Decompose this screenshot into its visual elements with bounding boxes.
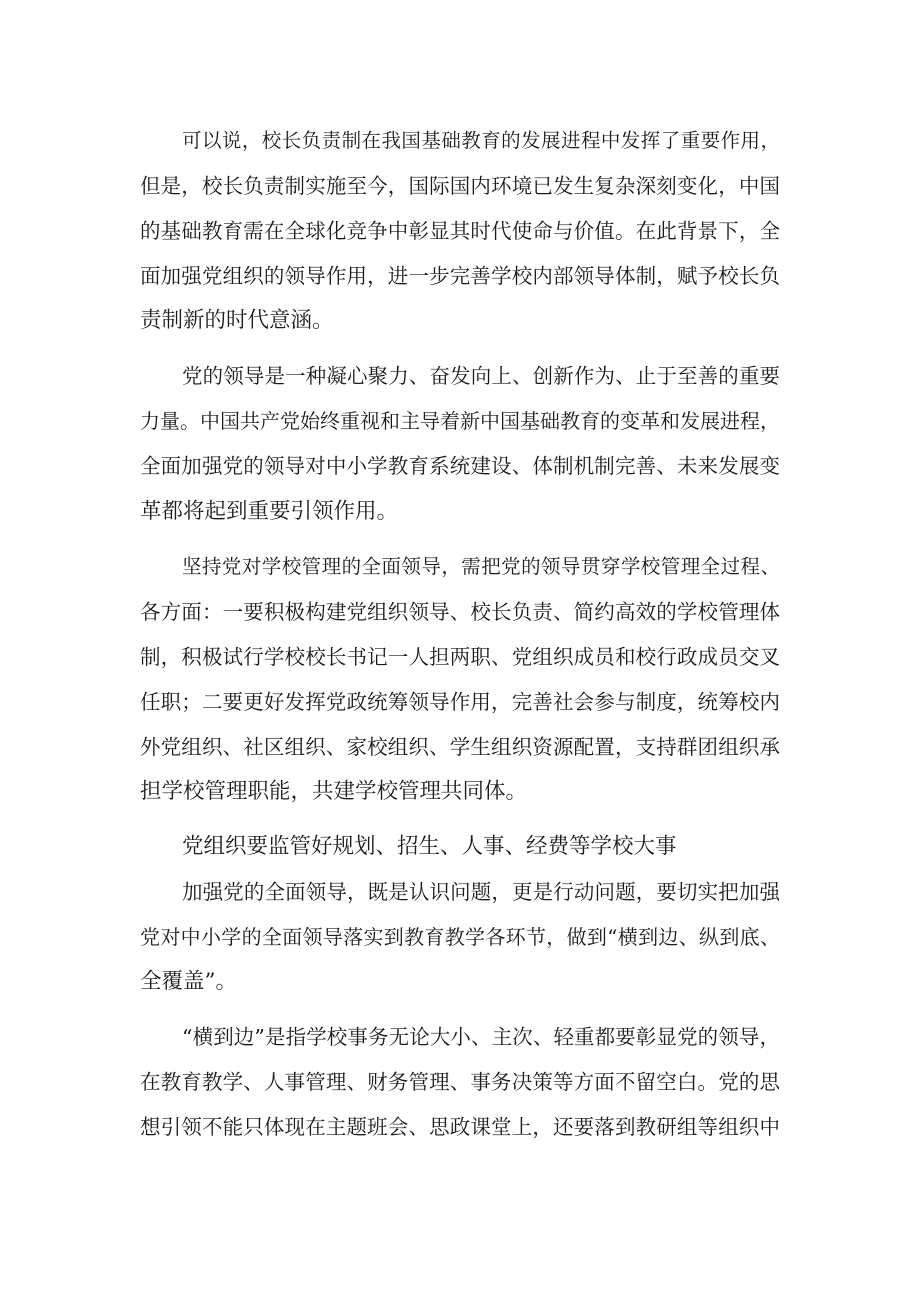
paragraph-1-line-1: 可以说，校长负责制在我国基础教育的发展进程中发挥了重要作用， [182,129,780,152]
paragraph-6-line-3: 想引领不能只体现在主题班会、思政课堂上，还要落到教研组等组织中 [140,1115,780,1139]
paragraph-3-line-6: 担学校管理职能，共建学校管理共同体。 [140,779,528,804]
paragraph-1-line-4: 面加强党组织的领导作用，进一步完善学校内部领导体制，赋予校长负 [140,264,780,288]
paragraph-2-line-2: 力量。中国共产党始终重视和主导着新中国基础教育的变革和发展进程， [140,409,780,433]
paragraph-2-line-4: 革都将起到重要引领作用。 [140,499,399,524]
section-subheading: 党组织要监管好规划、招生、人事、经费等学校大事 [182,834,677,859]
paragraph-3-line-3: 制，积极试行学校校长书记一人担两职、党组织成员和校行政成员交叉 [140,645,780,669]
paragraph-3-line-5: 外党组织、社区组织、家校组织、学生组织资源配置，支持群团组织承 [140,735,780,759]
paragraph-2-line-1: 党的领导是一种凝心聚力、奋发向上、创新作为、止于至善的重要 [182,364,780,388]
paragraph-6-line-1: “横到边”是指学校事务无论大小、主次、轻重都要彰显党的领导， [182,1025,780,1049]
paragraph-5-line-1: 加强党的全面领导，既是认识问题，更是行动问题，要切实把加强 [182,880,780,904]
paragraph-3-line-1: 坚持党对学校管理的全面领导，需把党的领导贯穿学校管理全过程、 [182,555,780,578]
paragraph-3-line-4: 任职；二要更好发挥党政统筹领导作用，完善社会参与制度，统筹校内 [140,690,780,714]
paragraph-6-line-2: 在教育教学、人事管理、财务管理、事务决策等方面不留空白。党的思 [140,1070,780,1094]
paragraph-1-line-3: 的基础教育需在全球化竞争中彰显其时代使命与价值。在此背景下，全 [140,219,780,243]
paragraph-5-line-2: 党对中小学的全面领导落实到教育教学各环节，做到“横到边、纵到底、 [140,925,780,949]
paragraph-1-line-2: 但是，校长负责制实施至今，国际国内环境已发生复杂深刻变化，中国 [140,174,780,198]
paragraph-3-line-2: 各方面：一要积极构建党组织领导、校长负责、简约高效的学校管理体 [140,600,780,624]
paragraph-5-line-3: 全覆盖”。 [140,969,237,994]
paragraph-1-line-5: 责制新的时代意涵。 [140,308,334,333]
paragraph-2-line-3: 全面加强党的领导对中小学教育系统建设、体制机制完善、未来发展变 [140,454,780,478]
